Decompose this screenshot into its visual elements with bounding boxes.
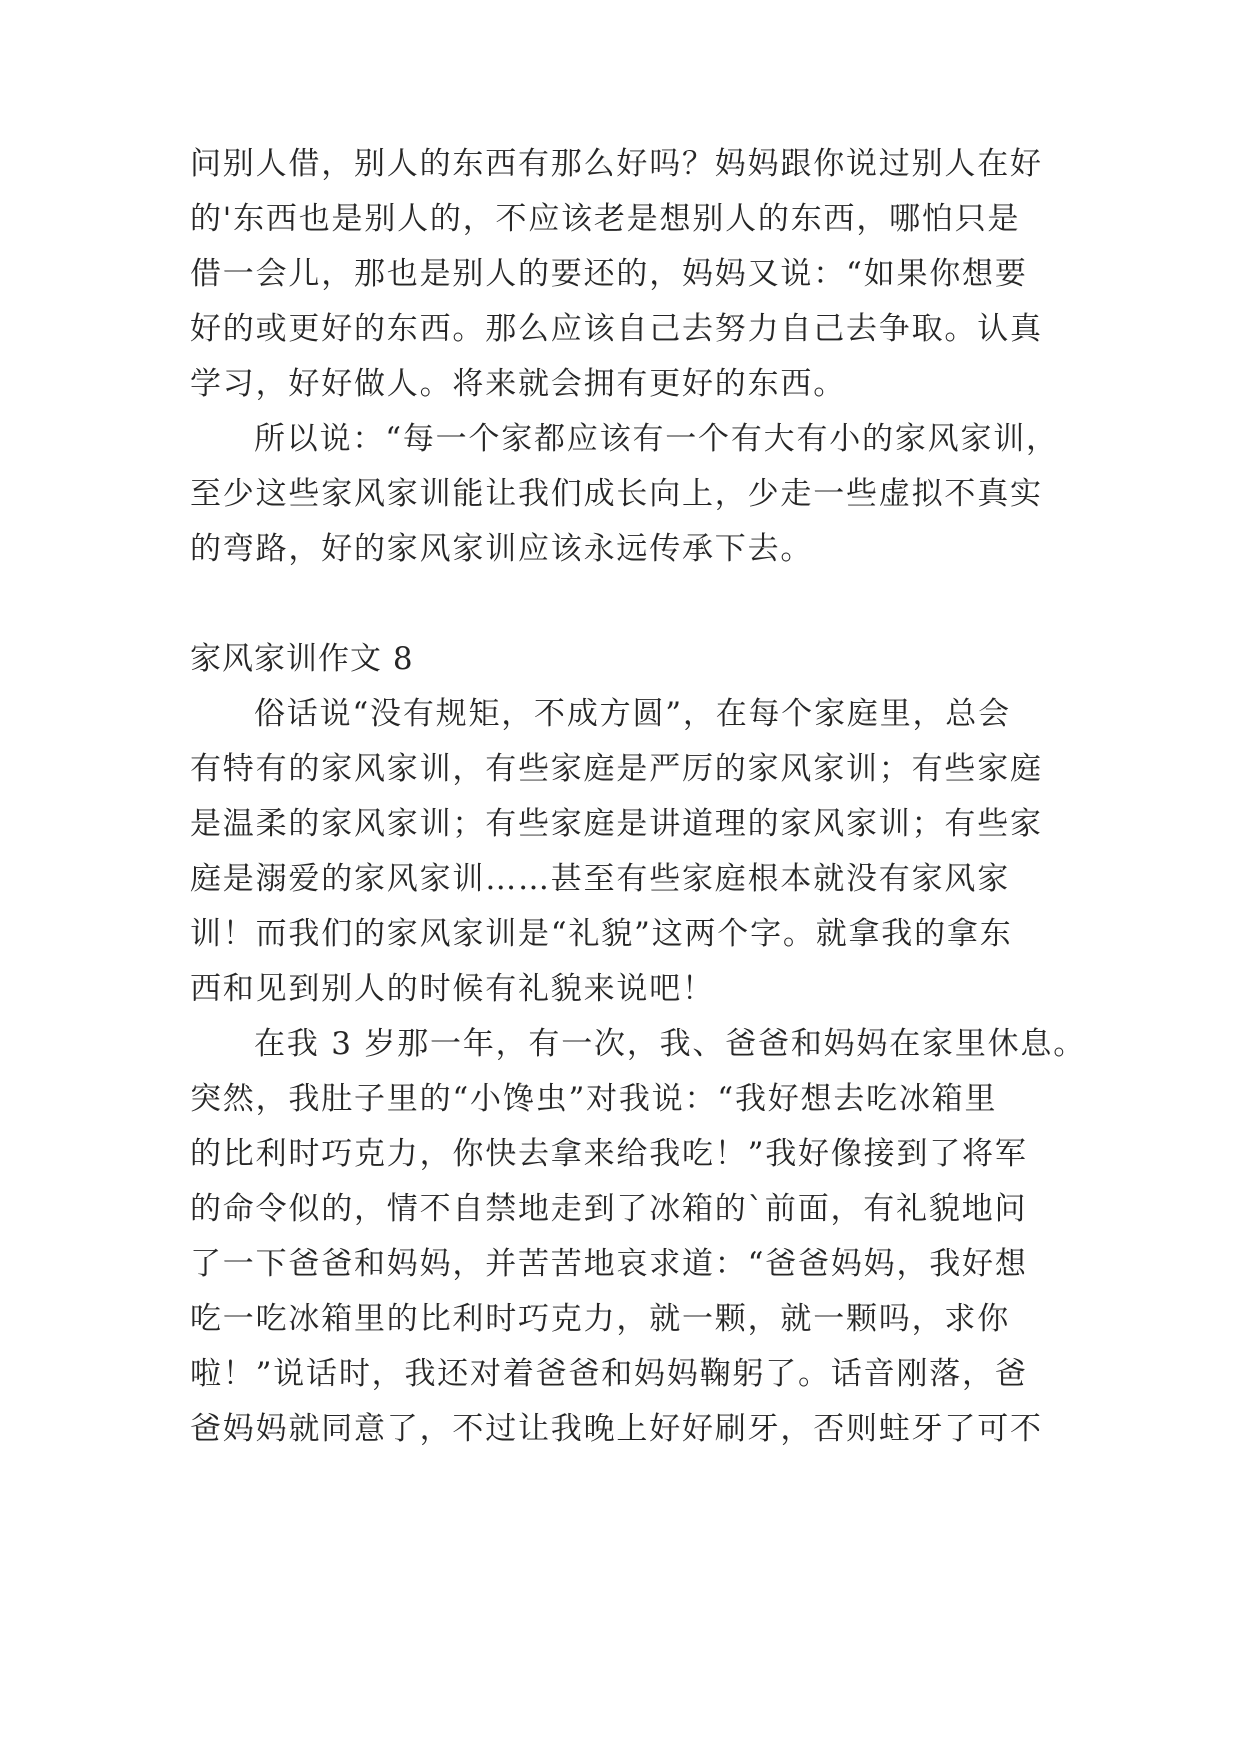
text-line: 有特有的家风家训，有些家庭是严厉的家风家训；有些家庭 bbox=[190, 751, 1043, 787]
text-line: 爸妈妈就同意了，不过让我晚上好好刷牙，否则蛀牙了可不 bbox=[190, 1411, 1043, 1447]
text-line: 问别人借，别人的东西有那么好吗？妈妈跟你说过别人在好 bbox=[190, 146, 1043, 182]
text-line: 是温柔的家风家训；有些家庭是讲道理的家风家训；有些家 bbox=[190, 806, 1043, 842]
text-line: 啦！”说话时，我还对着爸爸和妈妈鞠躬了。话音刚落，爸 bbox=[190, 1356, 1028, 1392]
text-line: 突然，我肚子里的“小馋虫”对我说：“我好想去吃冰箱里 bbox=[190, 1081, 998, 1117]
text-line: 所以说：“每一个家都应该有一个有大有小的家风家训， bbox=[254, 421, 1059, 457]
text-line: 的命令似的，情不自禁地走到了冰箱的`前面，有礼貌地问 bbox=[190, 1191, 1028, 1227]
text-line: 的弯路，好的家风家训应该永远传承下去。 bbox=[190, 531, 814, 567]
text-line: 的'东西也是别人的，不应该老是想别人的东西，哪怕只是 bbox=[190, 201, 1021, 237]
text-line: 好的或更好的东西。那么应该自己去努力自己去争取。认真 bbox=[190, 311, 1043, 347]
text-line: 吃一吃冰箱里的比利时巧克力，就一颗，就一颗吗，求你 bbox=[190, 1301, 1010, 1337]
text-line: 俗话说“没有规矩，不成方圆”，在每个家庭里，总会 bbox=[254, 696, 1011, 732]
text-line: 的比利时巧克力，你快去拿来给我吃！”我好像接到了将军 bbox=[190, 1136, 1028, 1172]
text-line: 训！而我们的家风家训是“礼貌”这两个字。就拿我的拿东 bbox=[190, 916, 1013, 952]
text-line: 至少这些家风家训能让我们成长向上，少走一些虚拟不真实 bbox=[190, 476, 1043, 512]
text-line: 了一下爸爸和妈妈，并苦苦地哀求道：“爸爸妈妈，我好想 bbox=[190, 1246, 1028, 1282]
text-line: 西和见到别人的时候有礼貌来说吧！ bbox=[190, 971, 715, 1007]
text-line: 学习，好好做人。将来就会拥有更好的东西。 bbox=[190, 366, 846, 402]
text-line: 借一会儿，那也是别人的要还的，妈妈又说：“如果你想要 bbox=[190, 256, 1028, 292]
text-line: 在我 3 岁那一年，有一次，我、爸爸和妈妈在家里休息。 bbox=[254, 1026, 1087, 1062]
text-line: 庭是溺爱的家风家训……甚至有些家庭根本就没有家风家 bbox=[190, 861, 1010, 897]
section-heading: 家风家训作文 8 bbox=[190, 641, 414, 677]
